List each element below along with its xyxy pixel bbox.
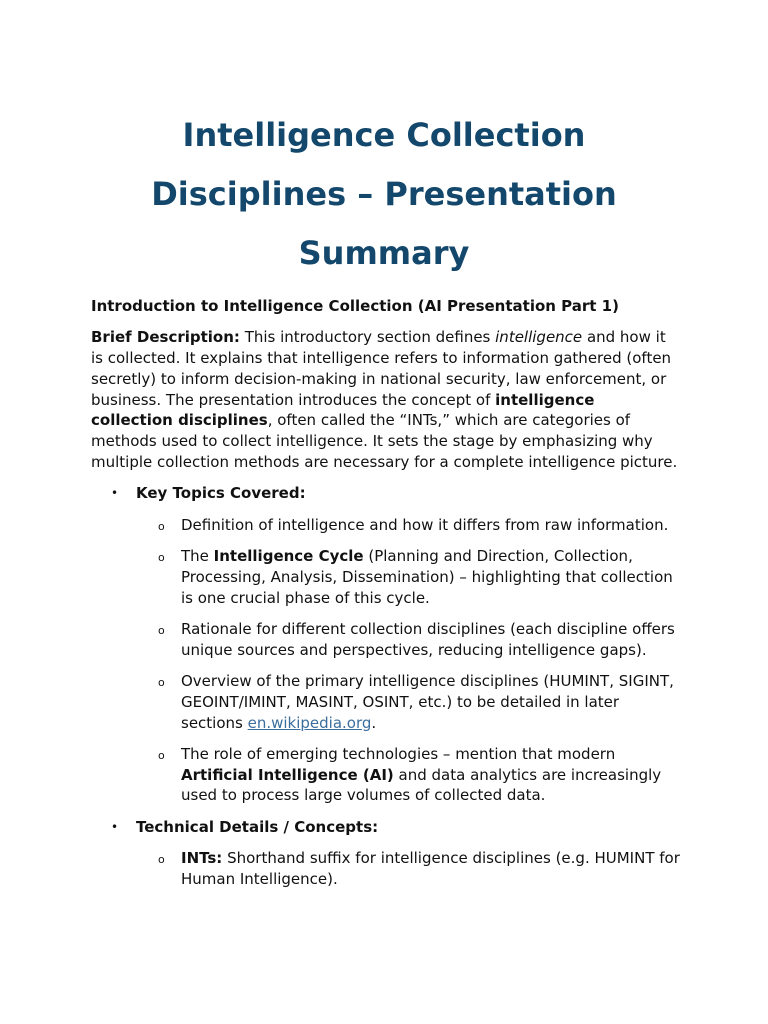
sub-bullet-icon: o (158, 748, 165, 762)
technical-list (136, 848, 681, 890)
topic-ai-pre: The role of emerging technologies – mention that modern (181, 744, 616, 763)
list-item (136, 546, 681, 608)
wikipedia-link[interactable]: en.wikipedia.org (247, 713, 372, 732)
description-label: Brief Description: (91, 328, 240, 347)
sub-bullet-icon: o (158, 550, 165, 564)
technical-heading: Technical Details / Concepts: (136, 817, 379, 836)
topic-rationale: Rationale for different collection disciplines (each discipline offers unique sources and perspectives, reducing intelligence gaps). (181, 619, 675, 659)
sub-bullet-icon: o (158, 623, 165, 637)
sub-bullet-icon: o (158, 519, 165, 533)
topic-cycle-pre: The (181, 546, 214, 565)
title-line-3: Summary (298, 234, 470, 272)
sub-bullet-icon: o (158, 853, 165, 867)
list-item (136, 671, 681, 733)
bullet-icon: • (111, 486, 119, 501)
title-line-2: Disciplines – Presentation (151, 175, 617, 213)
topic-cycle-bold: Intelligence Cycle (213, 546, 364, 565)
top-level-list (91, 483, 681, 889)
key-topics-heading: Key Topics Covered: (136, 484, 306, 503)
section-heading: Introduction to Intelligence Collection (AI Presentation Part 1) (91, 297, 619, 315)
ints-term: INTs: (181, 849, 223, 868)
description-text-1: This introductory section defines (239, 328, 496, 347)
list-item (136, 848, 681, 890)
topic-definition: Definition of intelligence and how it differs from raw information. (181, 515, 669, 534)
description-italic: intelligence (495, 328, 583, 347)
sub-bullet-icon: o (158, 675, 165, 689)
ints-definition: Shorthand suffix for intelligence disciplines (e.g. HUMINT for Human Intelligence). (181, 849, 680, 888)
list-item (136, 515, 681, 536)
topic-overview-end: . (371, 713, 377, 732)
key-topics-item (91, 483, 681, 806)
description-text-3: , often called the “INTs,” which are categories of methods used to collect intelligence. It sets the stage by emphasizing why multiple collection methods are necessary for a complete intelligence picture. (91, 411, 678, 472)
brief-description (91, 327, 681, 473)
topic-cycle-post: (Planning and Direction, Collection, Processing, Analysis, Dissemination) – highlighting that collection is one crucial phase of this cycle. (181, 546, 673, 607)
list-item (136, 744, 681, 806)
technical-details-item (91, 817, 681, 890)
title-line-1: Intelligence Collection (182, 116, 586, 154)
description-bold: intelligence collection disciplines (91, 390, 595, 430)
description-text-2: and how it is collected. It explains that intelligence refers to information gathered (often secretly) to inform decision-making in national security, law enforcement, or business. The presentation introduces the concept of (91, 328, 672, 409)
list-item (136, 619, 681, 661)
topic-overview: Overview of the primary intelligence disciplines (HUMINT, SIGINT, GEOINT/IMINT, MASINT, OSINT, etc.) to be detailed in later sections (181, 671, 674, 732)
bullet-icon: • (111, 819, 119, 834)
key-topics-list (136, 515, 681, 807)
topic-ai-bold: Artificial Intelligence (AI) (181, 765, 394, 784)
document-body (91, 296, 681, 890)
topic-ai-post: and data analytics are increasingly used to process large volumes of collected data. (181, 765, 662, 805)
document-title (110, 106, 658, 283)
